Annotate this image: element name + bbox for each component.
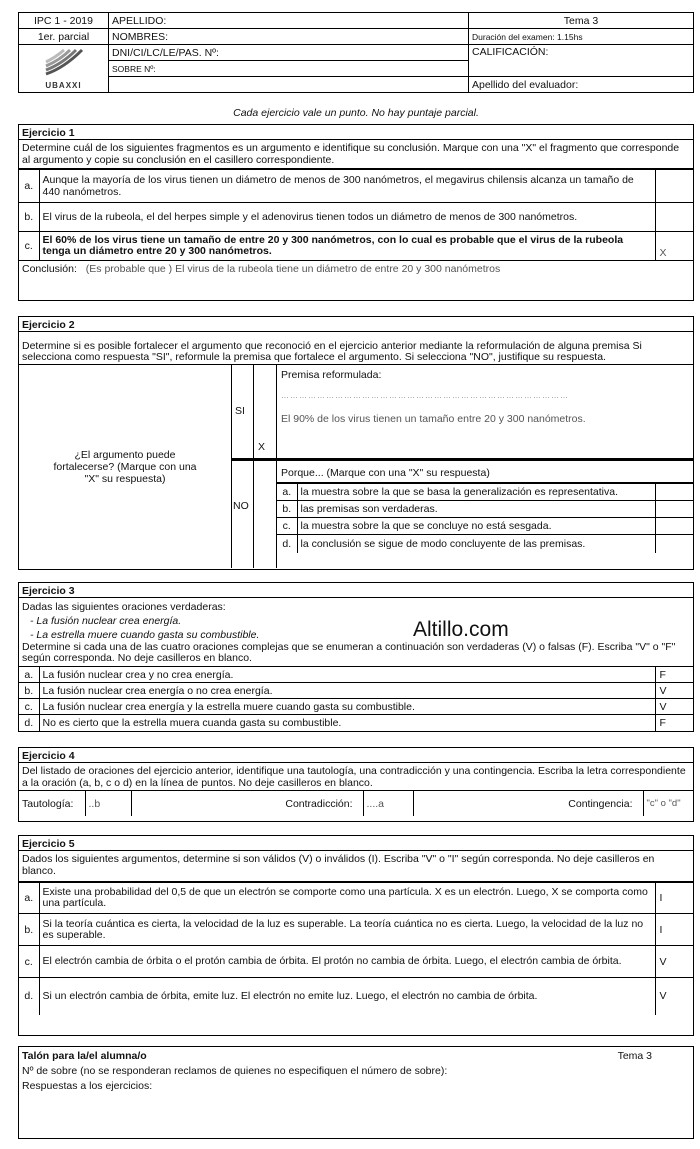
exercise-2-instructions: Determine si es posible fortalecer el argumento que reconoció en el ejercicio anterior mediante la reformulación de alguna premisa Si selecciona como respuesta "SI", reformule la premisa que fortalece el argumento. Si selecciona "NO", justifique su respuesta.: [19, 332, 693, 365]
sentence-text: La fusión nuclear crea energía o no crea energía.: [39, 683, 655, 699]
tema-label: Tema 3: [469, 13, 694, 29]
conclusion-label: Conclusión:: [22, 262, 77, 275]
contradiccion-label: Contradicción:: [131, 791, 363, 816]
exercise-3-instructions: Determine si cada una de las cuatro oraciones complejas que se enumeran a continuación son verdaderas (V) o falsas (F). Escriba "V" o "F" según corresponda. No deje casilleros en blanco.: [22, 641, 676, 664]
nombres-field[interactable]: NOMBRES:: [109, 29, 469, 45]
sentence-row: [19, 699, 693, 715]
question-label: ¿El argumento puede fortalecerse? (Marque con una "X" su respuesta): [19, 365, 232, 568]
si-mark: X: [258, 441, 266, 453]
reason-mark-box[interactable]: [655, 501, 693, 518]
si-label: SI: [235, 405, 245, 417]
calificacion-field[interactable]: CALIFICACIÓN:: [469, 45, 694, 77]
exercise-3-intro: Dadas las siguientes oraciones verdaderas:: [22, 601, 226, 613]
sentence-row: [19, 667, 693, 683]
talon-sobre[interactable]: Nº de sobre (no se responderan reclamos de quienes no especifiquen el número de sobre):: [22, 1065, 448, 1077]
ubaxxi-logo: [19, 45, 109, 93]
tautologia-label: Tautología:: [19, 791, 85, 816]
ubaxxi-logo-mark-icon: [42, 48, 86, 78]
watermark: Altillo.com: [413, 618, 509, 641]
mark-column[interactable]: [254, 365, 277, 568]
talon-respuestas[interactable]: Respuestas a los ejercicios:: [22, 1080, 153, 1092]
reason-letter: b.: [277, 501, 297, 518]
partial-label: 1er. parcial: [19, 29, 109, 45]
argument-row: [19, 978, 693, 1015]
option-text: Aunque la mayoría de los virus tienen un diámetro de menos de 300 nanómetros, el megavirus chilensis alcanza un tamaño de 440 nanómetros.: [39, 170, 655, 203]
tautologia-answer[interactable]: ..b: [85, 791, 131, 816]
porque-label: Porque... (Marque con una "X" su respuesta): [277, 465, 693, 483]
sino-column: [232, 365, 254, 568]
sentence-text: La fusión nuclear crea energía y la estrella muere cuando gasta su combustible.: [39, 699, 655, 715]
exercise-5-instructions: Dados los siguientes argumentos, determine si son válidos (V) o inválidos (I). Escriba "V" o "I" según corresponda. No deje casilleros en blanco.: [19, 851, 693, 882]
option-mark-box[interactable]: [655, 170, 693, 203]
exercise-3-intro-block: [19, 598, 693, 666]
exercise-3-items: [19, 666, 693, 731]
duration-label: Duración del examen: 1.15hs: [469, 29, 694, 45]
exercise-4-title: Ejercicio 4: [19, 748, 693, 763]
validity-box[interactable]: V: [655, 978, 693, 1015]
argument-text: Existe una probabilidad del 0,5 de que un electrón se comporte como una partícula. X es un electrón. Luego, X se comporta como una partícula.: [39, 883, 655, 914]
validity-box[interactable]: V: [655, 946, 693, 978]
logo-text: UBAXXI: [45, 81, 82, 90]
option-letter: a.: [19, 170, 39, 203]
sentence-letter: c.: [19, 699, 39, 715]
argument-letter: d.: [19, 978, 39, 1015]
option-text: El virus de la rubeola, el del herpes simple y el adenovirus tienen todos un diámetro de menos de 300 nanómetros.: [39, 203, 655, 232]
reason-row: [277, 535, 693, 553]
reason-letter: d.: [277, 535, 297, 553]
sentence-text: No es cierto que la estrella muera cuanda gasta su combustible.: [39, 715, 655, 731]
contingencia-answer[interactable]: "c" o "d": [646, 798, 681, 809]
exercise-1-instructions: Determine cuál de los siguientes fragmentos es un argumento e identifique su conclusión. Marque con una "X" el fragmento que corresponde al argumento y copie su conclusión en el casillero correspondiente.: [19, 140, 693, 169]
contradiccion-answer[interactable]: ....a: [363, 791, 413, 816]
given-sentence: - La estrella muere cuando gasta su combustible.: [30, 629, 260, 641]
reason-row: [277, 484, 693, 501]
exercise-4: [18, 747, 694, 822]
exercise-1-options: [19, 169, 693, 260]
exercise-2: [18, 316, 694, 570]
option-row: [19, 170, 693, 203]
dotted-line: ……………………………………………………………………………………: [281, 391, 569, 400]
reason-text: la muestra sobre la que se concluye no está sesgada.: [297, 518, 655, 535]
premisa-label: Premisa reformulada:: [281, 369, 382, 381]
exercise-5-title: Ejercicio 5: [19, 836, 693, 851]
talon: [18, 1046, 694, 1139]
reason-row: [277, 518, 693, 535]
option-letter: c.: [19, 232, 39, 260]
sobre-field[interactable]: SOBRE Nº:: [109, 61, 469, 77]
evaluador-field[interactable]: Apellido del evaluador:: [469, 77, 694, 93]
validity-box[interactable]: I: [655, 914, 693, 946]
argument-text: El electrón cambia de órbita o el protón cambia de órbita. El protón no cambia de órbita. Luego, el electrón cambia de órbita.: [39, 946, 655, 978]
option-mark-box[interactable]: [655, 203, 693, 232]
sentence-row: [19, 715, 693, 731]
reason-mark-box[interactable]: [655, 518, 693, 535]
argument-text: Si la teoría cuántica es cierta, la velocidad de la luz es superable. La teoría cuántica no es cierta. Luego, la velocidad de la luz no es superable.: [39, 914, 655, 946]
premisa-answer[interactable]: El 90% de los virus tienen un tamaño entre 20 y 300 nanómetros.: [281, 413, 586, 425]
reason-row: [277, 501, 693, 518]
divider: [232, 458, 693, 461]
reasons-table: [277, 483, 693, 553]
sentence-row: [19, 683, 693, 699]
sentence-letter: a.: [19, 667, 39, 683]
reason-text: la conclusión se sigue de modo concluyente de las premisas.: [297, 535, 655, 553]
sentence-text: La fusión nuclear crea y no crea energía.: [39, 667, 655, 683]
contingencia-label: Contingencia:: [413, 791, 643, 816]
option-row: [19, 203, 693, 232]
conclusion-answer: (Es probable que ) El virus de la rubeola tiene un diámetro de entre 20 y 300 nanómetros: [85, 262, 501, 275]
reason-text: las premisas son verdaderas.: [297, 501, 655, 518]
dni-field[interactable]: DNI/CI/LC/LE/PAS. Nº:: [109, 45, 469, 61]
option-text: El 60% de los virus tiene un tamaño de entre 20 y 300 nanómetros, con lo cual es probable que el virus de la rubeola tenga un diámetro entre 20 y 300 nanómetros.: [39, 232, 655, 260]
exercise-3-title: Ejercicio 3: [19, 583, 693, 598]
argument-row: [19, 883, 693, 914]
exercise-1-title: Ejercicio 1: [19, 125, 693, 140]
truth-box[interactable]: F: [655, 715, 693, 731]
exercise-2-title: Ejercicio 2: [19, 317, 693, 332]
reason-letter: a.: [277, 484, 297, 501]
exercise-5: [18, 835, 694, 1036]
exercise-3: [18, 582, 694, 732]
truth-box[interactable]: V: [655, 699, 693, 715]
truth-box[interactable]: F: [655, 667, 693, 683]
exercise-2-grid: [19, 365, 693, 568]
sentence-letter: d.: [19, 715, 39, 731]
no-label: NO: [233, 500, 249, 512]
argument-letter: a.: [19, 883, 39, 914]
exercise-4-instructions: Del listado de oraciones del ejercicio anterior, identifique una tautología, una contradicción y una contingencia. Escriba la letra correspondiente a la oración (a, b, c o d) en la línea de puntos. No deje casilleros en blanco.: [19, 763, 693, 791]
reasons-block: [277, 465, 693, 553]
argument-row: [19, 914, 693, 946]
given-sentence: - La fusión nuclear crea energía.: [30, 615, 182, 627]
conclusion-box[interactable]: [19, 260, 693, 300]
sentence-letter: b.: [19, 683, 39, 699]
exercise-1: [18, 124, 694, 301]
reason-text: la muestra sobre la que se basa la generalización es representativa.: [297, 484, 655, 501]
option-mark-box[interactable]: X: [655, 232, 693, 260]
apellido-field[interactable]: APELLIDO:: [109, 13, 469, 29]
validity-box[interactable]: I: [655, 883, 693, 914]
reason-mark-box[interactable]: [655, 484, 693, 501]
exercise-4-answers: [19, 791, 693, 816]
blank-cell: [109, 77, 469, 93]
option-row: [19, 232, 693, 260]
course-label: IPC 1 - 2019: [19, 13, 109, 29]
argument-letter: b.: [19, 914, 39, 946]
option-letter: b.: [19, 203, 39, 232]
truth-box[interactable]: V: [655, 683, 693, 699]
talon-title: Talón para la/el alumna/o: [22, 1050, 147, 1062]
argument-text: Si un electrón cambia de órbita, emite luz. El electrón no emite luz. Luego, el electrón no cambia de órbita.: [39, 978, 655, 1015]
argument-letter: c.: [19, 946, 39, 978]
points-note: Cada ejercicio vale un punto. No hay puntaje parcial.: [233, 107, 479, 119]
reason-letter: c.: [277, 518, 297, 535]
exercise-5-items: [19, 882, 693, 1015]
exam-header: [18, 12, 694, 93]
talon-tema: Tema 3: [617, 1050, 652, 1062]
argument-row: [19, 946, 693, 978]
reason-mark-box[interactable]: [655, 535, 693, 553]
